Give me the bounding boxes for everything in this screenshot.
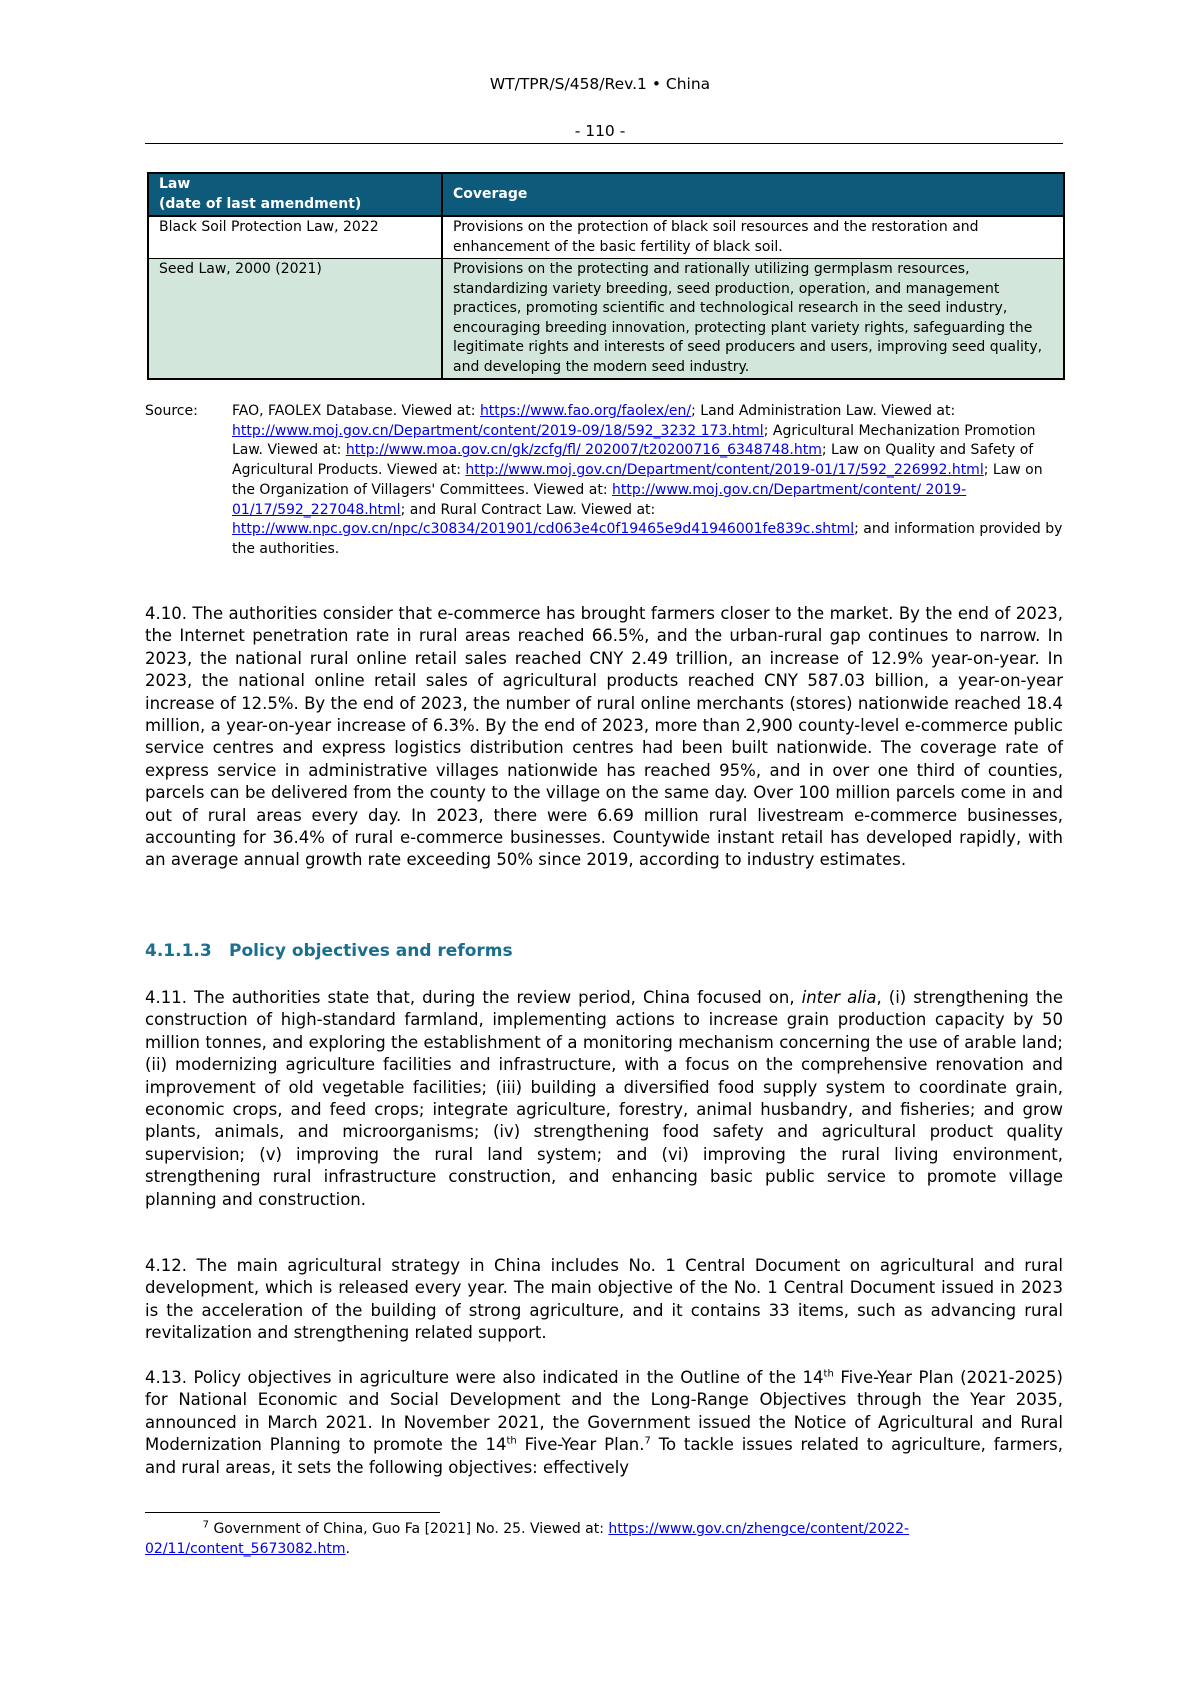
source-text-part: FAO, FAOLEX Database. Viewed at: [232,403,480,419]
footnote-link[interactable]: https://www.gov.cn/zhengce/content/2022-02/11/content_5673082.htm [145,1521,910,1557]
paragraph-text: 4.13. Policy objectives in agriculture were also indicated in the Outline of the 14 [145,1368,824,1387]
quality-safety-law-link[interactable]: http://www.moj.gov.cn/Department/content/2019-01/17/592_226992.html [465,462,984,479]
italic-text: inter alia [801,988,877,1007]
law-coverage-table [147,172,1065,380]
source-text [232,402,1063,560]
column-header-law [148,173,442,216]
footnote-reference[interactable]: 7 [644,1435,651,1447]
footnote-divider [145,1512,440,1513]
mechanization-law-link[interactable]: http://www.moa.gov.cn/gk/zcfg/fl/ 202007/t20200716_6348748.htm [345,442,822,459]
section-heading [145,940,1063,962]
section-number: 4.1.1.3 [145,941,212,961]
footnote-text: Government of China, Guo Fa [2021] No. 25. Viewed at: [209,1521,609,1537]
coverage-cell: Provisions on the protecting and rationally utilizing germplasm resources, standardizing variety breeding, seed production, operation, and management practices, promoting scientific and technological research in the seed industry, encouraging breeding innovation, protecting plant variety rights, safeguarding the legitimate rights and interests of seed producers and users, improving seed quality, and developing the modern seed industry. [442,259,1064,380]
paragraph-text: 4.11. The authorities state that, during the review period, China focused on, [145,988,802,1007]
paragraph-text: Five-Year Plan (2021-2025) for National Economic and Social Development and the Long-Range Objectives through the Year 2035, announced in March 2021. In November 2021, the Government issued the Notice of Agricultural and Rural Modernization Planning to promote the 14 [145,1368,1063,1455]
paragraph-text: , (i) strengthening the construction of high-standard farmland, implementing actions to increase grain production capacity by 50 million tonnes, and exploring the establishment of a monitoring mechanism concerning the use of arable land; (ii) modernizing agriculture facilities and infrastructure, with a focus on the comprehensive renovation and improvement of old vegetable facilities; (iii) building a diversified food supply system to coordinate grain, economic crops, and feed crops; integrate agriculture, forestry, animal husbandry, and fisheries; and grow plants, animals, and microorganisms; (iv) strengthening food safety and agricultural product quality supervision; (v) improving the rural land system; and (vi) improving the rural living environment, strengthening rural infrastructure construction, and enhancing basic public service to promote village planning and construction. [145,988,1063,1209]
rural-contract-law-link[interactable]: http://www.npc.gov.cn/npc/c30834/201901/cd063e4c0f19465e9d41946001fe839c.shtml [232,521,855,538]
footnote-marker-wrap [145,1519,209,1539]
source-text-part: ; and Rural Contract Law. Viewed at: [400,501,656,518]
paragraph-4-11 [145,987,1063,1211]
paragraph-text: To tackle issues related to agriculture, farmers, and rural areas, it sets the following objectives: effectively [145,1435,1063,1477]
superscript: th [823,1368,834,1380]
faolex-link[interactable]: https://www.fao.org/faolex/en/ [479,403,692,419]
table-source-note [145,402,1063,560]
source-text-part: ; Law on the Organization of Villagers' Committees. Viewed at: [232,462,1043,498]
table-row [148,259,1064,380]
paragraph-text: Five-Year Plan. [516,1435,645,1455]
footnote-end: . [345,1541,350,1557]
law-cell: Seed Law, 2000 (2021) [148,259,442,380]
footnote-marker: 7 [202,1519,209,1531]
coverage-cell: Provisions on the protection of black soil resources and the restoration and enhancement of the basic fertility of black soil. [442,216,1064,259]
page-number: - 110 - [574,122,626,140]
source-text-part: ; Agricultural Mechanization Promotion Law. Viewed at: [232,422,1036,459]
header-divider [145,143,1063,144]
source-text-part: ; and information provided by the authorities. [232,521,1063,557]
paragraph-4-12: 4.12. The main agricultural strategy in China includes No. 1 Central Document on agricultural and rural development, which is released every year. The main objective of the No. 1 Central Document issued in 2023 is the acceleration of the building of strong agriculture, and it contains 33 items, such as advancing rural revitalization and strengthening related support. [145,1256,1063,1343]
source-label: Source: [145,403,198,419]
column-header-law-line2: (date of last amendment) [159,195,362,212]
source-text-part: ; Law on Quality and Safety of Agricultural Products. Viewed at: [232,442,1034,479]
paragraph-4-13 [145,1367,1063,1479]
villagers-committees-law-link[interactable]: http://www.moj.gov.cn/Department/content/ 2019-01/17/592_227048.html [232,481,967,518]
superscript: th [506,1435,517,1447]
footnote [145,1519,1063,1559]
paragraph-4-10: 4.10. The authorities consider that e-commerce has brought farmers closer to the market. By the end of 2023, the Internet penetration rate in rural areas reached 66.5%, and the urban-rural gap continues to narrow. In 2023, the national rural online retail sales reached CNY 2.49 trillion, an increase of 12.9% year-on-year. In 2023, the national online retail sales of agricultural products reached CNY 587.03 billion, a year-on-year increase of 12.5%. By the end of 2023, the number of rural online merchants (stores) nationwide reached 18.4 million, a year-on-year increase of 6.3%. By the end of 2023, more than 2,900 county-level e-commerce public service centres and express logistics distribution centres had been built nationwide. The coverage rate of express service in administrative villages nationwide has reached 95%, and in over one third of counties, parcels can be delivered from the county to the village on the same day. Over 100 million parcels come in and out of rural areas every day. In 2023, there were 6.69 million rural livestream e-commerce businesses, accounting for 36.4% of rural e-commerce businesses. Countywide instant retail has developed rapidly, with an average annual growth rate exceeding 50% since 2019, according to industry estimates. [145,604,1063,870]
section-title: Policy objectives and reforms [229,941,513,961]
table-header-row [148,173,1064,216]
column-header-law-line1: Law [159,176,191,192]
running-header: WT/TPR/S/458/Rev.1 • China [489,75,711,93]
source-text-part: ; Land Administration Law. Viewed at: [691,403,956,419]
law-cell: Black Soil Protection Law, 2022 [148,216,442,259]
column-header-coverage: Coverage [442,173,1064,216]
land-administration-law-link[interactable]: http://www.moj.gov.cn/Department/content/2019-09/18/592_3232 173.html [232,422,764,439]
table-row [148,216,1064,259]
